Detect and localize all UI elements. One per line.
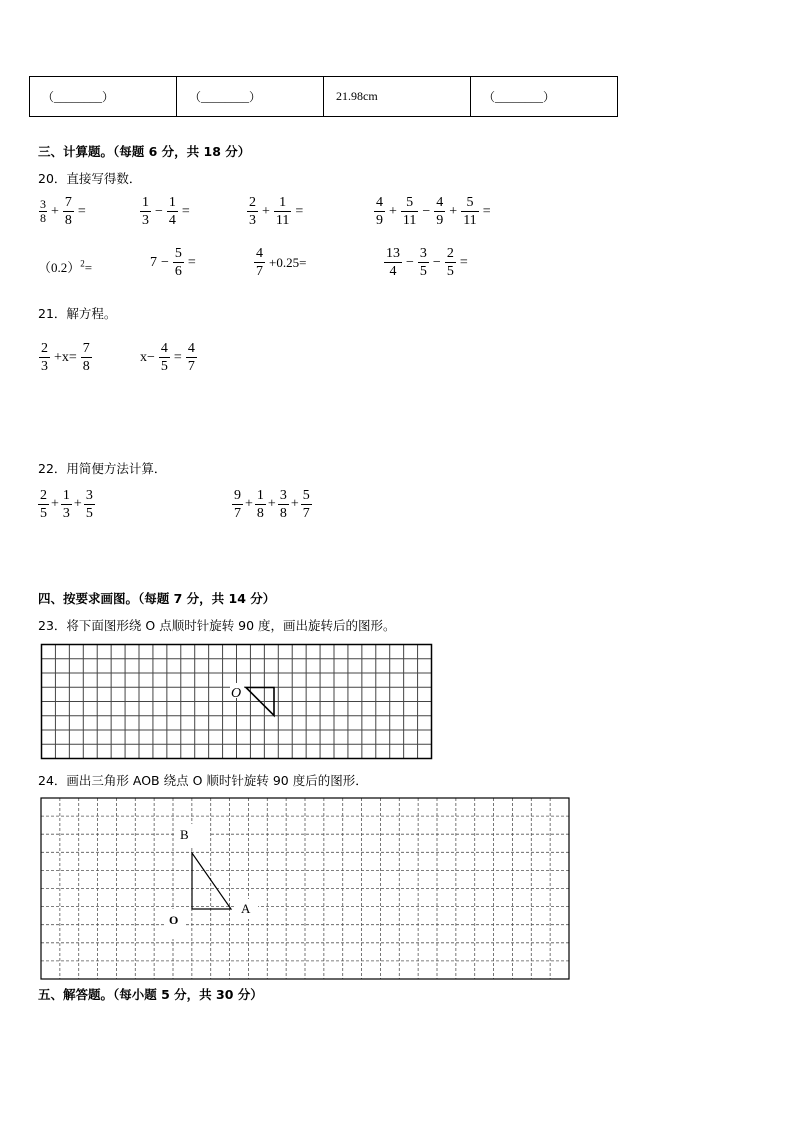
q20-prompt: 20．直接写得数． — [38, 171, 142, 186]
q21-equation-1: $\frac{2}{3}$ +x= $\frac{7}{8}$ — [41, 341, 90, 374]
fraction: $\frac{2}{3}$ — [41, 341, 48, 374]
q21-equation-2: x− $\frac{4}{5}$ = $\frac{4}{7}$ — [140, 341, 195, 374]
q20-expr-5: $(0.2)^2=$ — [38, 258, 93, 275]
fraction: $\frac{3}{8}$ — [279, 488, 287, 521]
answer-cell-1[interactable]: （________） — [30, 77, 177, 117]
q20-expr-6: 7 − $\frac{5}{6}$ = — [150, 246, 196, 279]
q20-expr-1: $\frac{3}{8}$ + $\frac{7}{8}$ = — [40, 195, 86, 228]
q22-expr-1: $\frac{2}{5}$ + $\frac{1}{3}$ + $\frac{3}{5}$ — [40, 488, 93, 521]
fraction: $\frac{1}{8}$ — [256, 488, 264, 521]
q21-prompt: 21．解方程。 — [38, 306, 117, 321]
point-a-label: A — [241, 901, 251, 916]
q23-grid — [40, 643, 434, 761]
answer-cell-3: 21.98cm — [324, 77, 471, 117]
answer-table — [29, 76, 618, 117]
fraction: $\frac{1}{3}$ — [62, 488, 70, 521]
table-row — [30, 77, 618, 117]
point-o-label: O — [169, 913, 179, 927]
q20-expr-4: $\frac{4}{9}$ + $\frac{5}{11}$ − $\frac{4}{9}$ + $\frac{5}{11}$ = — [376, 195, 491, 228]
fraction: $\frac{1}{11}$ — [275, 195, 290, 228]
fraction: $\frac{4}{9}$ — [436, 195, 444, 228]
fraction: $\frac{2}{3}$ — [249, 195, 256, 228]
answer-cell-4[interactable]: （________） — [471, 77, 618, 117]
fraction: $\frac{4}{9}$ — [376, 195, 383, 228]
section-3-title: 三、计算题。（每题 6 分，共 18 分） — [38, 144, 251, 159]
q20-expr-8: $\frac{13}{4}$ − $\frac{3}{5}$ − $\frac{2}{5}$ = — [386, 246, 468, 279]
fraction: $\frac{3}{5}$ — [419, 246, 427, 279]
section-5-title: 五、解答题。（每小题 5 分，共 30 分） — [38, 987, 263, 1002]
fraction: $\frac{3}{8}$ — [40, 197, 46, 225]
section-4-title: 四、按要求画图。（每题 7 分，共 14 分） — [38, 591, 276, 606]
fraction: $\frac{13}{4}$ — [386, 246, 400, 279]
fraction: $\frac{4}{7}$ — [187, 341, 195, 374]
fraction: $\frac{4}{5}$ — [160, 341, 168, 374]
q23-prompt: 23．将下面图形绕 O 点顺时针旋转 90 度，画出旋转后的图形。 — [38, 618, 396, 633]
q20-expr-3: $\frac{2}{3}$ + $\frac{1}{11}$ = — [249, 195, 304, 228]
answer-cell-2[interactable]: （________） — [177, 77, 324, 117]
q22-expr-2: $\frac{9}{7}$ + $\frac{1}{8}$ + $\frac{3}{8}$ + $\frac{5}{7}$ — [234, 488, 310, 521]
q22-prompt: 22．用简便方法计算． — [38, 461, 167, 476]
fraction: $\frac{4}{7}$ — [256, 246, 263, 279]
fraction: $\frac{7}{8}$ — [64, 195, 72, 228]
q24-prompt: 24．画出三角形 AOB 绕点 O 顺时针旋转 90 度后的图形． — [38, 773, 368, 788]
q24-grid — [40, 797, 571, 981]
fraction: $\frac{2}{5}$ — [40, 488, 47, 521]
triangle-aob — [192, 853, 231, 909]
fraction: $\frac{5}{6}$ — [174, 246, 182, 279]
fraction: $\frac{5}{7}$ — [302, 488, 310, 521]
fraction: $\frac{1}{3}$ — [142, 195, 149, 228]
point-b-label: B — [180, 827, 189, 842]
fraction: $\frac{3}{5}$ — [85, 488, 93, 521]
point-o-label: O — [231, 686, 242, 701]
fraction: $\frac{1}{4}$ — [168, 195, 176, 228]
fraction: $\frac{5}{11}$ — [402, 195, 417, 228]
fraction: $\frac{2}{5}$ — [446, 246, 454, 279]
fraction: $\frac{9}{7}$ — [234, 488, 241, 521]
fraction: $\frac{5}{11}$ — [463, 195, 477, 228]
q20-expr-2: $\frac{1}{3}$ − $\frac{1}{4}$ = — [142, 195, 190, 228]
q20-expr-7: $\frac{4}{7}$ +0.25= — [256, 246, 307, 279]
fraction: $\frac{7}{8}$ — [82, 341, 90, 374]
